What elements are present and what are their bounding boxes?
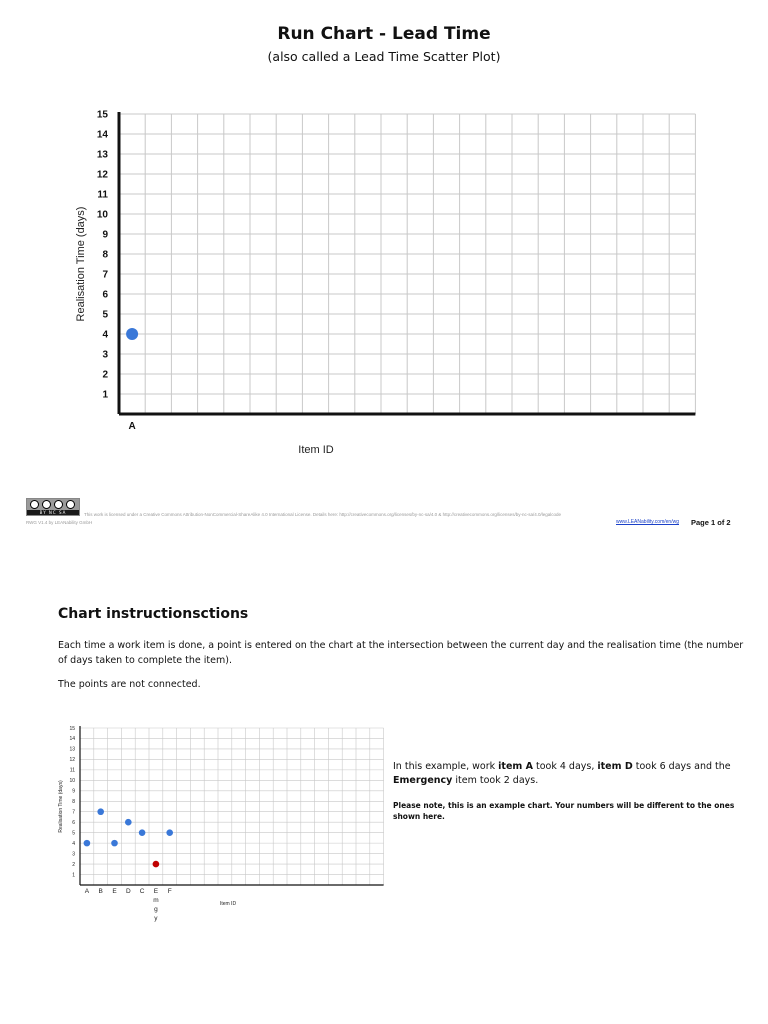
y-tick-label: 8 <box>102 249 108 261</box>
y-tick-label: 15 <box>69 725 75 732</box>
page-number: Page 1 of 2 <box>691 518 731 527</box>
x-category-label: A <box>84 888 90 895</box>
y-tick-label: 1 <box>102 389 108 401</box>
y-tick-label: 7 <box>72 809 75 816</box>
y-tick-label: 1 <box>72 872 75 879</box>
y-tick-label: 3 <box>102 349 108 361</box>
y-tick-label: 7 <box>102 269 108 281</box>
license-footer <box>26 498 746 528</box>
y-tick-label: 6 <box>102 289 108 301</box>
y-tick-label: 9 <box>102 229 108 241</box>
y-tick-label: 8 <box>72 799 75 806</box>
instructions-paragraph: Each time a work item is done, a point is entered on the chart at the intersection between the current day and the realisation time (the number of days taken to complete the item). <box>58 640 744 666</box>
page-subtitle: (also called a Lead Time Scatter Plot) <box>267 49 501 64</box>
y-tick-label: 9 <box>72 788 75 795</box>
instructions-note-unconnected: The points are not connected. <box>58 679 201 690</box>
y-tick-label: 2 <box>102 369 108 381</box>
desc-item-d: item D <box>597 761 633 772</box>
creative-commons-icon <box>26 498 80 516</box>
website-link[interactable]: www.LEANability.com/en/wg <box>616 519 679 525</box>
x-category-label: E <box>153 888 159 895</box>
x-category-label: D <box>125 888 131 895</box>
x-category-label: g <box>154 906 158 913</box>
data-point <box>139 829 146 836</box>
y-tick-label: 6 <box>72 819 75 826</box>
y-tick-label: 2 <box>72 861 75 868</box>
y-tick-label: 13 <box>69 746 75 753</box>
desc-text: In this example, work <box>393 761 499 772</box>
x-category-label: F <box>167 888 172 895</box>
data-point <box>166 829 173 836</box>
x-axis-title: Item ID <box>298 444 334 456</box>
y-tick-label: 3 <box>72 851 75 858</box>
y-tick-label: 5 <box>102 309 108 321</box>
data-point <box>97 808 104 815</box>
data-point <box>111 840 118 847</box>
x-category-label: B <box>98 888 103 895</box>
y-tick-label: 10 <box>96 209 108 221</box>
example-description <box>393 760 743 788</box>
version-text: RWG V1.4 by LEANability GmbH <box>26 520 93 525</box>
y-tick-label: 11 <box>69 767 75 774</box>
y-tick-label: 12 <box>69 757 75 764</box>
x-category-label: y <box>154 915 158 922</box>
page-title: Run Chart - Lead Time <box>277 24 491 44</box>
data-point <box>153 861 160 868</box>
instructions-title: Chart instructionsctions <box>58 606 249 622</box>
x-category-label: A <box>128 421 136 432</box>
data-point <box>125 819 132 826</box>
x-category-label: E <box>112 888 117 895</box>
y-tick-label: 10 <box>69 778 75 785</box>
desc-text: took 4 days, <box>532 761 598 772</box>
x-axis-title: Item ID <box>219 901 237 907</box>
y-tick-label: 4 <box>72 840 75 847</box>
license-text: This work is licensed under a Creative Commons Attribution-NonCommercial-ShareAlike 4.0 International License. Details here: http://creativecommons.org/licenses/by-nc-sa/4.0 & http://creativecommons.org/licenses/by-nc-sa/4.0/legalcode <box>84 512 561 517</box>
desc-emergency: Emergency <box>393 775 453 786</box>
example-note: Please note, this is an example chart. Your numbers will be different to the ones shown here. <box>393 801 735 821</box>
y-tick-label: 12 <box>96 169 108 181</box>
y-tick-label: 11 <box>97 189 108 201</box>
y-tick-label: 14 <box>96 129 108 141</box>
y-axis-title: Realisation Time (days) <box>58 780 64 833</box>
x-category-label: C <box>139 888 145 895</box>
data-point <box>126 328 138 340</box>
example-run-chart <box>50 722 390 922</box>
y-tick-label: 13 <box>96 149 108 161</box>
data-point <box>84 840 91 847</box>
run-chart <box>0 100 768 470</box>
y-tick-label: 14 <box>69 736 75 743</box>
x-category-label: m <box>153 897 159 904</box>
y-axis-title: Realisation Time (days) <box>75 206 87 322</box>
y-tick-label: 5 <box>72 830 75 837</box>
cc-badge-text: BY NC SA <box>39 510 67 515</box>
y-tick-label: 4 <box>102 329 108 341</box>
desc-item-a: item A <box>498 761 533 772</box>
desc-text: took 6 days and the <box>632 761 731 772</box>
y-tick-label: 15 <box>96 109 108 121</box>
desc-text: item took 2 days. <box>452 775 539 786</box>
